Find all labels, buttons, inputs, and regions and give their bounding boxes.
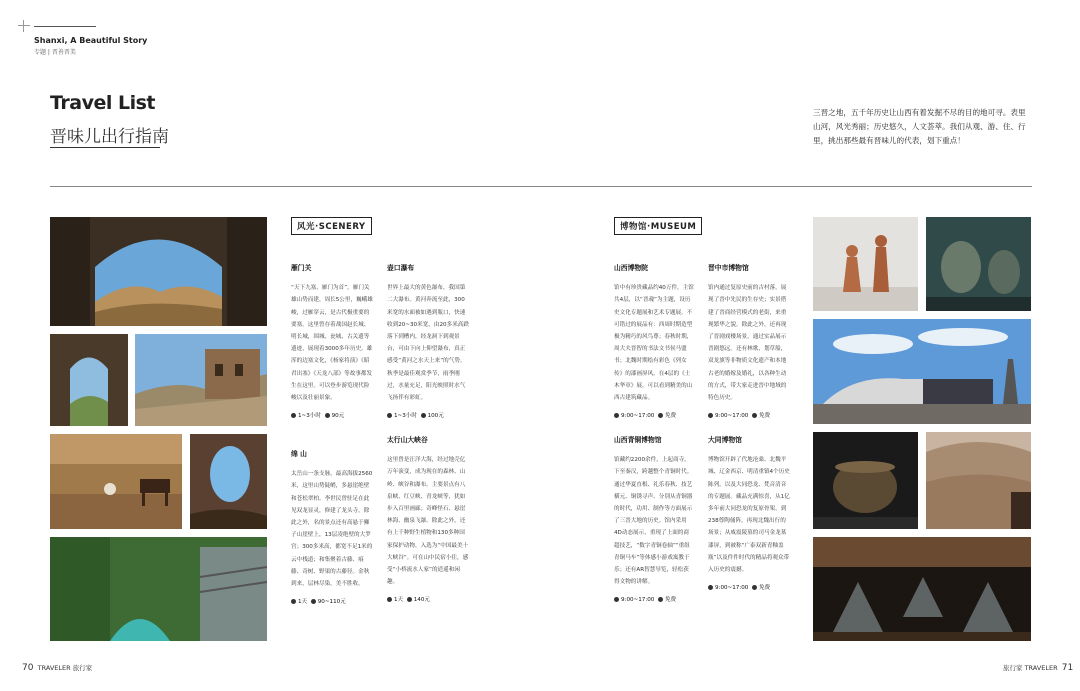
clock-icon: [387, 597, 392, 602]
clock-icon: [708, 585, 713, 590]
ticket-icon: [421, 413, 426, 418]
clock-icon: [614, 413, 619, 418]
entry-text: 馆中有珍贵藏品约40万件，主馆共4层，以“晋魂”为主题，设历史文化专题展和艺术专题展。不可错过的展品有：西周时期造型极为精巧的风鸟尊；春秋时期，周大夫晋智的书法文书侯马盟书；北魏时期绘有彩色《列女传》的漆画屏风。在4层的《土木华章》展，可以看到精美的山西古建筑藏品。: [614, 285, 694, 402]
photo-museum-building: [813, 319, 1031, 424]
entry-sx-museum: [614, 262, 694, 422]
entry-title: 山西青铜博物馆: [614, 436, 662, 444]
ticket-icon: [325, 413, 330, 418]
entry-taihang: [387, 434, 470, 607]
entry-meta: 1~3小时 100元: [387, 410, 470, 422]
entry-bronze-museum: [614, 434, 694, 607]
footer-left: [22, 663, 92, 673]
scenery-section-label: 风光·SCENERY: [291, 217, 372, 235]
header-rule: [34, 26, 96, 27]
photo-pottery-figures: [813, 217, 918, 311]
photo-yanmenguan-arch: [50, 217, 267, 326]
series-title: Shanxi, A Beautiful Story: [34, 36, 148, 45]
photo-pottery-army: [926, 432, 1031, 529]
footer-brand-left: TRAVELER 旅行家: [37, 664, 93, 672]
corner-mark: [18, 20, 30, 32]
entry-text: 馆藏约2200余件，上起商寺，下至秦汉，跨越整个青铜时代。通过华夏直根、礼乐春秋、技艺横元、铜锈寻声、分别从青铜器的时代，功用、制作等方面展示了三晋大地的历史。馆内采用4D动态展示，重现了上面的商超技艺，“数字青铜卷轴”“重组青铜马车”等体感小游戏寓教于乐；还有AR智慧导览，轻松获得文物的讲解。: [614, 457, 693, 586]
entry-text: 这里曾是汪洋大海，经过地壳亿万年演变，成为现在的森林、山岭、峡谷和瀑布。主要景点有八泉峡、红豆峡、青龙峡等，犹如步入百里画廊；奇峰怪石、悬崖林海、幽泉飞瀑。除此之外，还有上千种野生植物和130多种国家保护动物，入选为“中国最美十大峡谷”。可在山中民宿小住，感受“小桥流水人家”的逍遥和闲趣。: [387, 457, 469, 586]
entry-text: 世界上最大的黄色瀑布，我国第二大瀑布。黄河奔流至此，300米宽的水面被如遇到瓶口，快速收到20~30米宽，由20多米高跌落下到槽内，经龙洞下到观景台，可由下向上仰望瀑布，真正感受“黄河之水天上来”的气势。秋季是最佳观赏季节，雨季刚过，水量充足，阳光映照时水气飞扬伴有彩虹。: [387, 285, 469, 402]
entry-text: 博物馆开辟了代地沧桑、北魏平城、辽金西京、明清重镇4个历史陈列。以及大同恐龙、梵音清音的专题展。藏品充满惊喜，从1亿多年前大同恐龙的复原骨架，到238尊陶俑阵，再现北魏出行的场景；从威震陵墓的司马金龙墓漆屏，到被称“广泰双新青釉盖瓶”以及件件时代的精品将观众带入历史的震撼。: [708, 457, 790, 574]
entry-yanmenguan: [291, 262, 373, 422]
ticket-icon: [752, 413, 757, 418]
section-divider: [50, 186, 1032, 187]
clock-icon: [708, 413, 713, 418]
entry-text: “天下九塞，雁门为首”。雁门关雄山势而建，周长5公里，巍峨雄峻，过雁穿云，是古代极重要的要塞。这里曾存着战国赵长城、明长城，围城、瓮城、古关遗等遗迹，展现着3000多年历史。雄浑的边塞文化，《杨家将演》《昭君出塞》《天龙八部》等故事都发生在这里。可以登步游览现代险峻以及壮丽景象。: [291, 285, 373, 402]
entry-text: 馆内通过复原史前的古村落，展现了晋中先民的生存史；实景搭建了晋商经营模式的老街，来重现繁华之貌。除此之外，还再现了晋剧戏楼场景，通过实品展示晋剧悠远。还有林歌，划草船，双龙旗等非物质文化遗产和本地古老的婚嫁及婚礼，以各种生动的方式，带大家走进晋中地域的特色历史。: [708, 285, 787, 402]
series-subtitle: 专题 | 晋善晋美: [34, 49, 76, 56]
entry-meta: 9:00~17:00 免费: [708, 582, 791, 594]
entry-title: 雁门关: [291, 264, 312, 272]
entry-title: 绵 山: [291, 450, 307, 458]
entry-title: 壶口瀑布: [387, 264, 415, 272]
entry-mianshan: [291, 448, 373, 608]
ticket-icon: [407, 597, 412, 602]
footer-right: [1003, 663, 1073, 673]
entry-meta: 9:00~17:00 免费: [614, 594, 694, 606]
entry-meta: 9:00~17:00 免费: [708, 410, 791, 422]
entry-title: 太行山大峡谷: [387, 436, 428, 444]
photo-mianshan-horses: [50, 434, 182, 529]
photo-cave-sky: [190, 434, 267, 529]
footer-brand-right: 旅行家 TRAVELER: [1003, 664, 1058, 672]
entry-title: 晋中市博物馆: [708, 264, 749, 272]
entry-meta: 1~3小时 90元: [291, 410, 373, 422]
entry-meta: 9:00~17:00 免费: [614, 410, 694, 422]
page-title-en: Travel List: [50, 92, 155, 114]
photo-taihang-canyon: [50, 537, 267, 641]
clock-icon: [387, 413, 392, 418]
photo-great-wall-tower: [135, 334, 267, 426]
photo-bronze-lions: [926, 217, 1031, 311]
photo-gate-tunnel: [50, 334, 128, 426]
page-number-right: 71: [1061, 663, 1074, 673]
entry-title: 山西博物院: [614, 264, 648, 272]
entry-title: 大同博物馆: [708, 436, 742, 444]
entry-datong-museum: [708, 434, 791, 594]
page-title-cn: 晋味儿出行指南: [50, 127, 169, 147]
clock-icon: [614, 597, 619, 602]
title-underline: [50, 147, 160, 148]
photo-bronze-vessel: [813, 432, 918, 529]
museum-section-label: 博物馆·MUSEUM: [614, 217, 702, 235]
entry-jinzhong-museum: [708, 262, 791, 422]
ticket-icon: [658, 597, 663, 602]
entry-hukou: [387, 262, 470, 422]
entry-meta: 1天 90~110元: [291, 596, 373, 608]
ticket-icon: [752, 585, 757, 590]
ticket-icon: [311, 599, 316, 604]
clock-icon: [291, 413, 296, 418]
intro-paragraph: 三晋之地，五千年历史让山西有着发掘不尽的目的地可寻。表里山河，风光秀丽；历史悠久，人文荟萃。我们从观、游、住、行里，挑出那些最有晋味儿的代表，划下重点！: [813, 108, 1026, 145]
entry-text: 太岳山一条支脉，最高海拔2560米，这里山势陡峭，多悬崖绝壁和苍松翠柏。李世民曾驻足在此见双龙显灵，修建了龙头寺。除此之外，名的景点还有高悬于狮子山崖壁上，13层凌绝壁的大罗宫；300多米高，都宽不足1米的云中栈道；和集聚着古藤、痕藤、奇树、野果的古藤径。金秋到来，层林尽染，美不胜收。: [291, 471, 373, 588]
ticket-icon: [658, 413, 663, 418]
photo-museum-hall: [813, 537, 1031, 641]
clock-icon: [291, 599, 296, 604]
page-number-left: 70: [22, 663, 34, 673]
entry-meta: 1天 140元: [387, 594, 470, 606]
